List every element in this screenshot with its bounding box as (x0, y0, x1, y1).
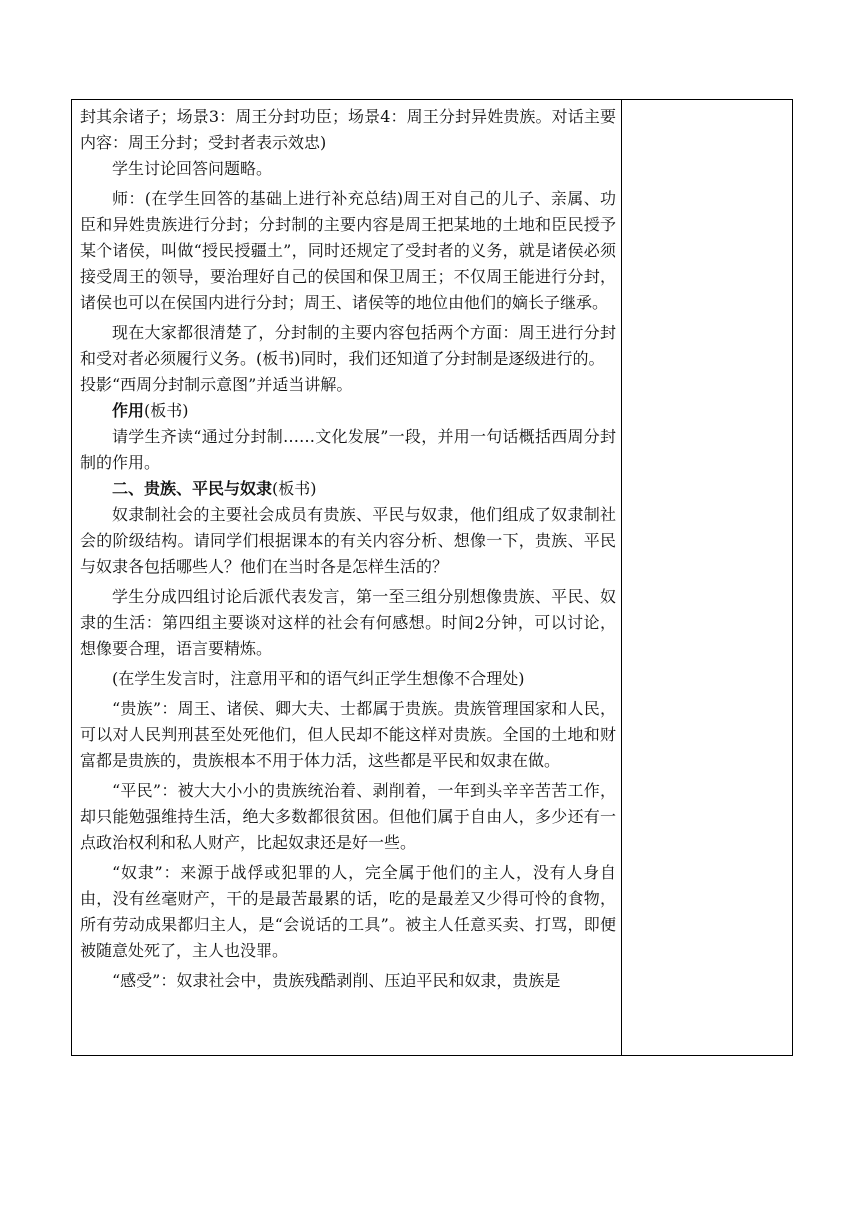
heading-bold-text: 作用 (112, 401, 145, 420)
paragraph: 投影“西周分封制示意图”并适当讲解。 (80, 375, 353, 394)
paragraph: “贵族”：周王、诸侯、卿大夫、士都属于贵族。贵族管理国家和人民，可以对人民判刑甚至处死他们，但人民却不能这样对贵族。全国的土地和财富都是贵族的，贵族根本不用于体力活，这些都是平民和奴隶在做。 (80, 699, 616, 770)
paragraph: 封其余诸子；场景3：周王分封功臣；场景4：周王分封异姓贵族。对话主要内容：周王分封；受封者表示效忠) (80, 107, 616, 152)
heading-note: (板书) (272, 479, 317, 498)
heading-bold-text: 二、贵族、平民与奴隶 (112, 479, 273, 498)
column-divider (621, 100, 622, 1055)
heading-section-2 (80, 476, 616, 502)
paragraph: 师：(在学生回答的基础上进行补充总结)周王对自己的儿子、亲属、功臣和异姓贵族进行分封；分封制的主要内容是周王把某地的土地和臣民授予某个诸侯，叫做“授民授疆土”，同时还规定了受封者的义务，就是诸侯必须接受周王的领导，要治理好自己的侯国和保卫周王；不仅周王能进行分封，诸侯也可以在侯国内进行分封；周王、诸侯等的地位由他们的嫡长子继承。 (80, 189, 616, 312)
paragraph: “感受”：奴隶社会中，贵族残酷剥削、压迫平民和奴隶，贵族是 (112, 971, 561, 990)
paragraph: 请学生齐读“通过分封制……文化发展”一段，并用一句话概括西周分封制的作用。 (80, 427, 616, 472)
heading-zuoyong (80, 398, 616, 424)
paragraph: “奴隶”：来源于战俘或犯罪的人，完全属于他们的主人，没有人身自由，没有丝毫财产，干的是最苦最累的话，吃的是最差又少得可怜的食物，所有劳动成果都归主人，是“会说话的工具”。被主人任意买卖、打骂，即便被随意处死了，主人也没罪。 (80, 863, 616, 960)
paragraph: (在学生发言时，注意用平和的语气纠正学生想像不合理处) (112, 669, 525, 688)
paragraph: 学生分成四组讨论后派代表发言，第一至三组分别想像贵族、平民、奴隶的生活：第四组主要谈对这样的社会有何感想。时间2分钟，可以讨论，想像要合理，语言要精炼。 (80, 587, 616, 658)
paragraph: “平民”：被大大小小的贵族统治着、剥削着，一年到头辛辛苦苦工作，却只能勉强维持生活，绝大多数都很贫困。但他们属于自由人，多少还有一点政治权利和私人财产，比起奴隶还是好一些。 (80, 781, 616, 852)
lesson-content-cell (80, 104, 616, 994)
paragraph: 学生讨论回答问题略。 (112, 159, 273, 178)
heading-note: (板书) (144, 401, 189, 420)
lesson-table (71, 99, 793, 1056)
paragraph: 现在大家都很清楚了，分封制的主要内容包括两个方面：周王进行分封和受对者必须履行义务。(板书)同时，我们还知道了分封制是逐级进行的。 (80, 323, 616, 368)
paragraph: 奴隶制社会的主要社会成员有贵族、平民与奴隶，他们组成了奴隶制社会的阶级结构。请同学们根据课本的有关内容分析、想像一下，贵族、平民与奴隶各包括哪些人？他们在当时各是怎样生活的？ (80, 505, 616, 576)
